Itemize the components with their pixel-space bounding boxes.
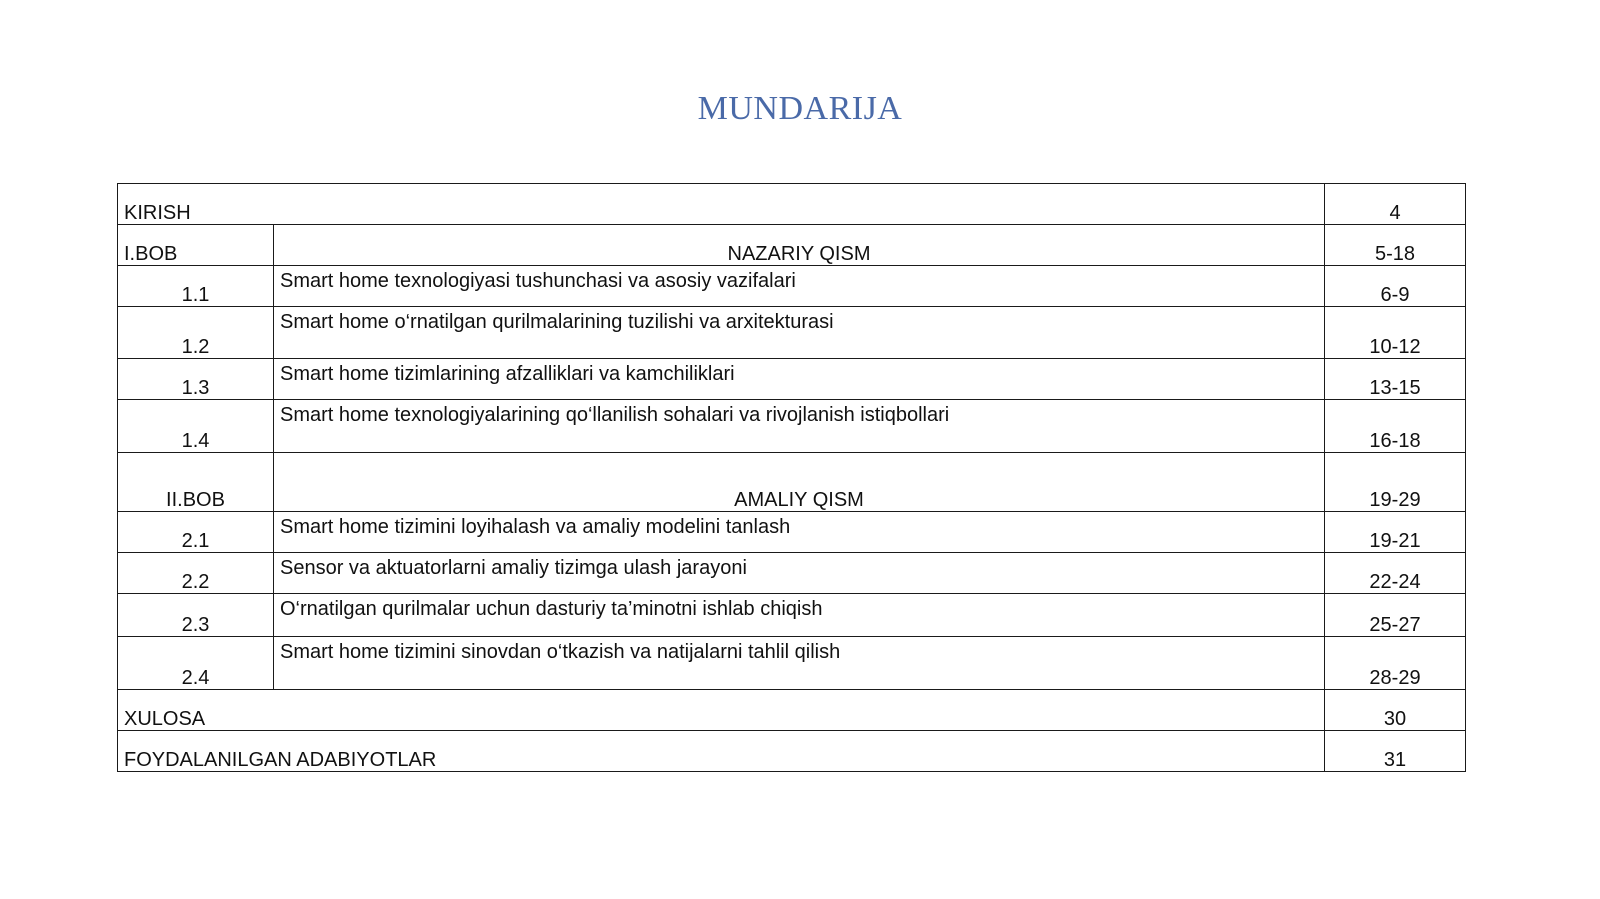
section-page: 19-21 bbox=[1325, 512, 1466, 553]
toc-row-2-1 bbox=[118, 512, 1466, 553]
chapter-1-page: 5-18 bbox=[1325, 225, 1466, 266]
toc-row-2-2 bbox=[118, 553, 1466, 594]
chapter-2-title: AMALIY QISM bbox=[274, 453, 1325, 512]
toc-label-kirish: KIRISH bbox=[118, 184, 1325, 225]
toc-label-xulosa: XULOSA bbox=[118, 690, 1325, 731]
chapter-1-title: NAZARIY QISM bbox=[274, 225, 1325, 266]
toc-row-1-1 bbox=[118, 266, 1466, 307]
toc-row-xulosa bbox=[118, 690, 1466, 731]
section-title: Sensor va aktuatorlarni amaliy tizimga ulash jarayoni bbox=[274, 553, 1325, 594]
section-title: Smart home texnologiyasi tushunchasi va asosiy vazifalari bbox=[274, 266, 1325, 307]
section-title: Smart home texnologiyalarining qo‘llanilish sohalari va rivojlanish istiqbollari bbox=[274, 400, 1325, 453]
section-page: 16-18 bbox=[1325, 400, 1466, 453]
toc-page-kirish: 4 bbox=[1325, 184, 1466, 225]
chapter-1-label: I.BOB bbox=[118, 225, 274, 266]
section-number: 1.1 bbox=[118, 266, 274, 307]
section-title: Smart home o‘rnatilgan qurilmalarining tuzilishi va arxitekturasi bbox=[274, 307, 1325, 359]
section-title: O‘rnatilgan qurilmalar uchun dasturiy ta’minotni ishlab chiqish bbox=[274, 594, 1325, 637]
toc-page-adabiyot: 31 bbox=[1325, 731, 1466, 772]
toc-page-xulosa: 30 bbox=[1325, 690, 1466, 731]
toc-row-1-4 bbox=[118, 400, 1466, 453]
toc-label-adabiyot: FOYDALANILGAN ADABIYOTLAR bbox=[118, 731, 1325, 772]
toc-row-2-3 bbox=[118, 594, 1466, 637]
section-number: 1.4 bbox=[118, 400, 274, 453]
toc-row-1-3 bbox=[118, 359, 1466, 400]
toc-row-chapter-2 bbox=[118, 453, 1466, 512]
section-page: 10-12 bbox=[1325, 307, 1466, 359]
section-number: 1.2 bbox=[118, 307, 274, 359]
toc-row-adabiyot bbox=[118, 731, 1466, 772]
section-number: 2.2 bbox=[118, 553, 274, 594]
toc-row-1-2 bbox=[118, 307, 1466, 359]
toc-row-chapter-1 bbox=[118, 225, 1466, 266]
section-number: 2.3 bbox=[118, 594, 274, 637]
section-page: 22-24 bbox=[1325, 553, 1466, 594]
section-page: 25-27 bbox=[1325, 594, 1466, 637]
chapter-2-page: 19-29 bbox=[1325, 453, 1466, 512]
section-title: Smart home tizimini sinovdan o‘tkazish va natijalarni tahlil qilish bbox=[274, 637, 1325, 690]
section-page: 6-9 bbox=[1325, 266, 1466, 307]
page-title: MUNDARIJA bbox=[697, 90, 903, 127]
toc-row-kirish bbox=[118, 184, 1466, 225]
section-page: 28-29 bbox=[1325, 637, 1466, 690]
section-title: Smart home tizimini loyihalash va amaliy modelini tanlash bbox=[274, 512, 1325, 553]
section-number: 2.1 bbox=[118, 512, 274, 553]
section-page: 13-15 bbox=[1325, 359, 1466, 400]
table-of-contents bbox=[117, 183, 1466, 772]
toc-row-2-4 bbox=[118, 637, 1466, 690]
chapter-2-label: II.BOB bbox=[118, 453, 274, 512]
section-title: Smart home tizimlarining afzalliklari va kamchiliklari bbox=[274, 359, 1325, 400]
section-number: 1.3 bbox=[118, 359, 274, 400]
section-number: 2.4 bbox=[118, 637, 274, 690]
